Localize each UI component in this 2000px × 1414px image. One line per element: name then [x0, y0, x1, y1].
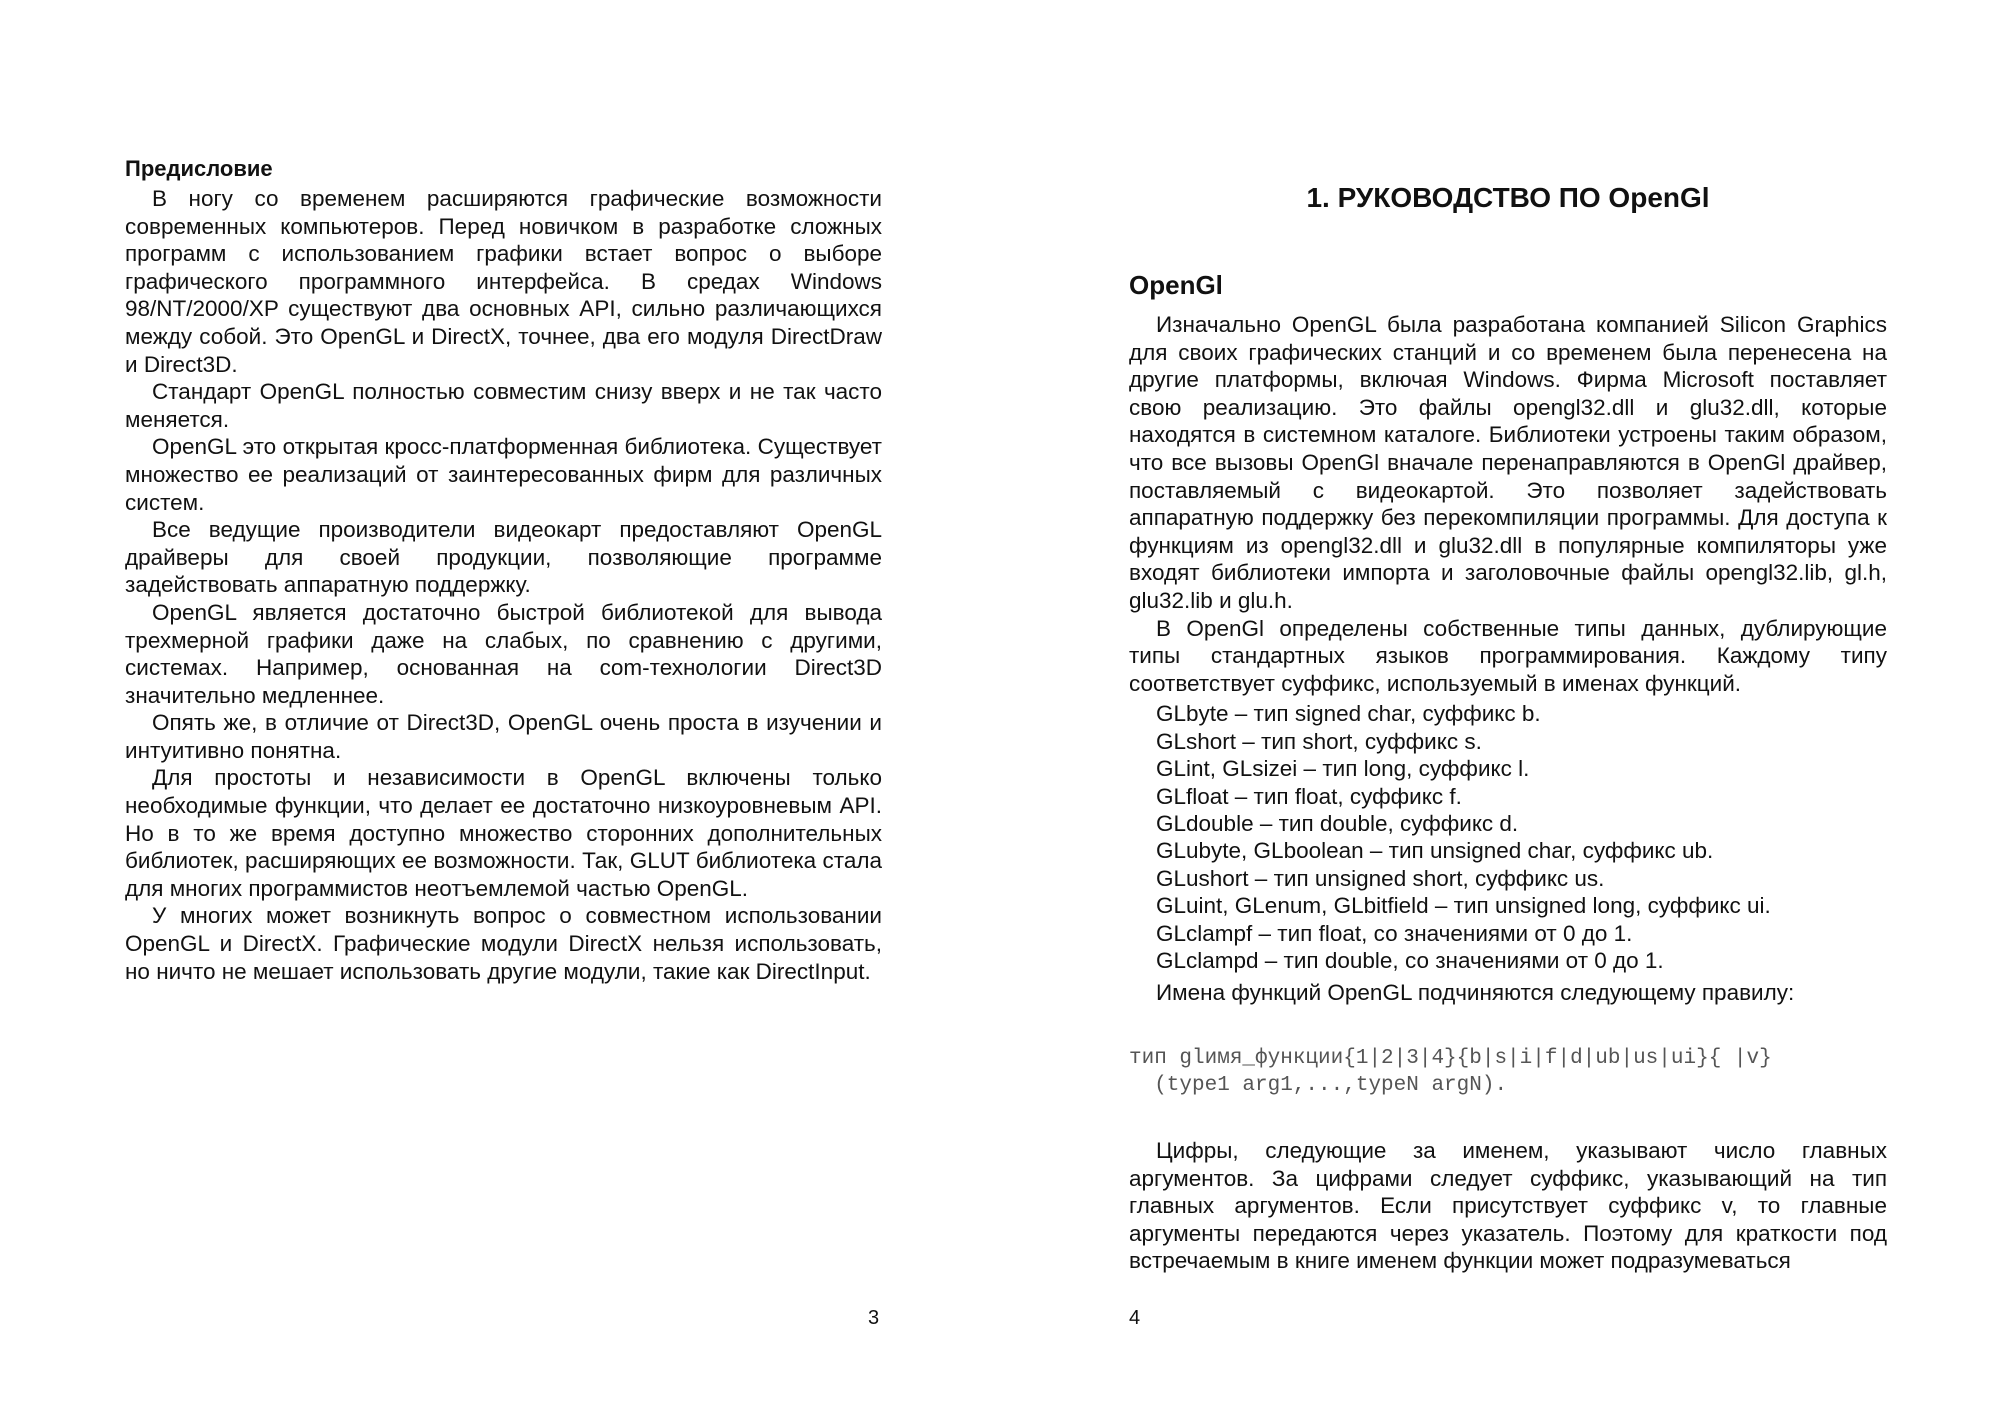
paragraph: Опять же, в отличие от Direct3D, OpenGL очень проста в изучении и интуитивно понятна.	[125, 710, 882, 763]
paragraph: Цифры, следующие за именем, указывают число главных аргументов. За цифрами следует суффикс, указывающий на тип главных аргументов. Если присутствует суффикс v, то главные аргументы передаются через указатель. Поэтому для краткости под встречаемым в книге именем функции может подразумеваться	[1129, 1137, 1887, 1274]
naming-rule-text: Имена функций OpenGL подчиняются следующему правилу:	[1156, 980, 1795, 1006]
page-number: 4	[1129, 1307, 1141, 1329]
paragraph: В OpenGl определены собственные типы данных, дублирующие типы стандартных языков программирования. Каждому типу соответствует суффикс, используемый в именах функций.	[1129, 615, 1887, 696]
paragraph: Изначально OpenGL была разработана компанией Silicon Graphics для своих графических станций и со временем была перенесена на другие платформы, включая Windows. Фирма Microsoft поставляет свою реализацию. Это файлы opengl32.dll и glu32.dll, которые находятся в системном каталоге. Библиотеки устроены таким образом, что все вызовы OpenGl вначале перенаправляются в OpenGl драйвер, поставляемый с видеокартой. Это позволяет задействовать аппаратную поддержку без перекомпиляции программы. Для доступа к функциям из opengl32.dll и glu32.dll в популярные компиляторы уже входят библиотеки импорта и заголовочные файлы opengl32.lib, gl.h, glu32.lib и glu.h.	[1129, 312, 1887, 613]
list-item: GLbyte – тип signed char, суффикс b.	[1156, 701, 1541, 727]
right-page	[1000, 0, 2000, 1414]
list-item: GLint, GLsizei – тип long, суффикс l.	[1156, 756, 1530, 782]
left-text-column	[125, 155, 882, 985]
paragraph: OpenGL это открытая кросс-платформенная библиотека. Существует множество ее реализаций от заинтересованных фирм для различных систем.	[125, 434, 882, 515]
list-item: GLshort – тип short, суффикс s.	[1156, 728, 1482, 754]
paragraph: Все ведущие производители видеокарт предоставляют OpenGL драйверы для своей продукции, позволяющие программе задействовать аппаратную поддержку.	[125, 517, 882, 598]
page-number: 3	[868, 1307, 880, 1329]
preface-heading: Предисловие	[125, 156, 273, 181]
code-block	[1129, 1045, 1887, 1099]
paragraph: Для простоты и независимости в OpenGL включены только необходимые функции, что делает ее достаточно низкоуровневым API. Но в то же время доступно множество сторонних дополнительных библиотек, расширяющих ее возможности. Так, GLUT библиотека стала для многих программистов неотъемлемой частью OpenGL.	[125, 765, 882, 901]
paragraph: Стандарт OpenGL полностью совместим снизу вверх и не так часто меняется.	[125, 379, 882, 432]
list-item: GLfloat – тип float, суффикс f.	[1156, 783, 1462, 809]
paragraph: У многих может возникнуть вопрос о совместном использовании OpenGL и DirectX. Графические модули DirectX нельзя использовать, но ничто не мешает использовать другие модули, такие как DirectInput.	[125, 903, 882, 984]
type-list	[1129, 700, 1887, 974]
chapter-title: 1. РУКОВОДСТВО ПО OpenGl	[1306, 182, 1710, 213]
list-item: GLdouble – тип double, суффикс d.	[1156, 810, 1519, 836]
code-line: тип glимя_функции{1|2|3|4}{b|s|i|f|d|ub|us|ui}{ |v}	[1129, 1046, 1772, 1070]
paragraph: OpenGL является достаточно быстрой библиотекой для вывода трехмерной графики даже на слабых, по сравнению с другими, системах. Например, основанная на com-технологии Direct3D значительно медленнее.	[125, 599, 882, 708]
list-item: GLclampd – тип double, со значениями от 0 до 1.	[1156, 947, 1664, 973]
list-item: GLushort – тип unsigned short, суффикс us.	[1156, 865, 1605, 891]
list-item: GLclampf – тип float, со значениями от 0 до 1.	[1156, 920, 1633, 946]
paragraph: В ногу со временем расширяются графические возможности современных компьютеров. Перед новичком в разработке сложных программ с использованием графики встает вопрос о выборе графического программного интерфейса. В средах Windows 98/NT/2000/XP существуют два основных API, сильно различающихся между собой. Это OpenGL и DirectX, точнее, два его модуля DirectDraw и Direct3D.	[125, 186, 882, 377]
list-item: GLuint, GLenum, GLbitfield – тип unsigned long, суффикс ui.	[1156, 893, 1771, 919]
section-title: OpenGl	[1129, 270, 1223, 300]
code-line: (type1 arg1,...,typeN argN).	[1129, 1073, 1508, 1097]
list-item: GLubyte, GLboolean – тип unsigned char, суффикс ub.	[1156, 838, 1714, 864]
right-text-column	[1129, 311, 1887, 1275]
